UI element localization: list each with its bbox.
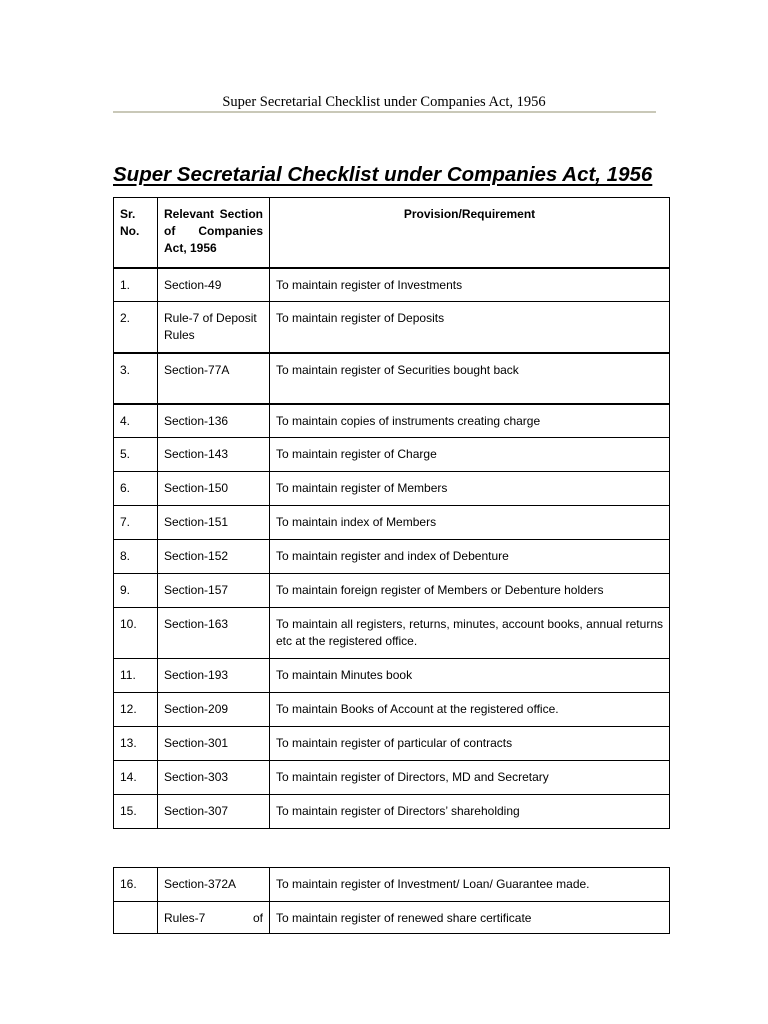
row-provision: To maintain register of Investment/ Loan/ Guarantee made. <box>270 868 670 902</box>
row-sr-no: 9. <box>114 574 158 608</box>
row-section: Section-307 <box>158 795 270 829</box>
checklist-table-continued-body <box>114 868 670 934</box>
header-provision: Provision/Requirement <box>270 198 670 268</box>
row-provision: To maintain register of renewed share certificate <box>270 902 670 934</box>
table-row <box>114 902 670 934</box>
row-section: Section-301 <box>158 727 270 761</box>
table-row <box>114 795 670 829</box>
document-title: Super Secretarial Checklist under Companies Act, 1956 <box>113 163 653 186</box>
row-provision: To maintain register of Directors, MD and Secretary <box>270 761 670 795</box>
row-section: Section-49 <box>158 268 270 302</box>
table-row <box>114 540 670 574</box>
checklist-table-body <box>114 198 670 829</box>
checklist-table-continued <box>113 867 670 934</box>
row-provision: To maintain index of Members <box>270 506 670 540</box>
table-row <box>114 761 670 795</box>
row-sr-no <box>114 902 158 934</box>
table-row <box>114 268 670 302</box>
row-sr-no: 15. <box>114 795 158 829</box>
row-provision: To maintain register of Members <box>270 472 670 506</box>
row-sr-no: 1. <box>114 268 158 302</box>
row-sr-no: 3. <box>114 353 158 404</box>
row-section-left: Rules-7 <box>164 911 206 925</box>
row-section: Section-303 <box>158 761 270 795</box>
row-section: Section-372A <box>158 868 270 902</box>
table-row <box>114 302 670 353</box>
row-sr-no: 8. <box>114 540 158 574</box>
row-section: Section-193 <box>158 659 270 693</box>
table-row <box>114 608 670 659</box>
row-section: Section-152 <box>158 540 270 574</box>
checklist-table <box>113 197 670 829</box>
row-section: Section-143 <box>158 438 270 472</box>
row-section: Section-157 <box>158 574 270 608</box>
row-provision: To maintain copies of instruments creating charge <box>270 404 670 438</box>
row-sr-no: 10. <box>114 608 158 659</box>
header-divider <box>113 111 656 113</box>
table-row <box>114 353 670 404</box>
header-sr-no: Sr. No. <box>114 198 158 268</box>
row-section: Section-209 <box>158 693 270 727</box>
row-section: Section-150 <box>158 472 270 506</box>
row-provision: To maintain register of Charge <box>270 438 670 472</box>
row-provision: To maintain register of Directors’ shareholding <box>270 795 670 829</box>
row-sr-no: 12. <box>114 693 158 727</box>
row-provision: To maintain foreign register of Members or Debenture holders <box>270 574 670 608</box>
row-sr-no: 14. <box>114 761 158 795</box>
row-sr-no: 4. <box>114 404 158 438</box>
row-provision: To maintain register of particular of contracts <box>270 727 670 761</box>
row-section: Rule-7 of Deposit Rules <box>158 302 270 353</box>
row-provision: To maintain register and index of Debenture <box>270 540 670 574</box>
row-section-right: of <box>252 911 263 925</box>
page-header-title: Super Secretarial Checklist under Companies Act, 1956 <box>222 94 546 110</box>
row-provision: To maintain register of Securities bought back <box>270 353 670 404</box>
row-sr-no: 2. <box>114 302 158 353</box>
header-section: Relevant Section of Companies Act, 1956 <box>158 198 270 268</box>
row-provision: To maintain register of Investments <box>270 268 670 302</box>
row-provision: To maintain Books of Account at the registered office. <box>270 693 670 727</box>
row-provision: To maintain Minutes book <box>270 659 670 693</box>
row-section <box>158 902 270 934</box>
table-row <box>114 506 670 540</box>
row-section: Section-77A <box>158 353 270 404</box>
table-row <box>114 574 670 608</box>
row-sr-no: 5. <box>114 438 158 472</box>
table-row <box>114 659 670 693</box>
row-sr-no: 6. <box>114 472 158 506</box>
row-section: Section-151 <box>158 506 270 540</box>
row-provision: To maintain register of Deposits <box>270 302 670 353</box>
row-section: Section-163 <box>158 608 270 659</box>
table-row <box>114 727 670 761</box>
table-row <box>114 404 670 438</box>
table-row <box>114 438 670 472</box>
table-row <box>114 693 670 727</box>
table-header-row <box>114 198 670 268</box>
table-row <box>114 868 670 902</box>
row-section: Section-136 <box>158 404 270 438</box>
row-sr-no: 16. <box>114 868 158 902</box>
row-sr-no: 11. <box>114 659 158 693</box>
table-row <box>114 472 670 506</box>
row-provision: To maintain all registers, returns, minutes, account books, annual returns etc at the registered office. <box>270 608 670 659</box>
row-sr-no: 7. <box>114 506 158 540</box>
row-sr-no: 13. <box>114 727 158 761</box>
